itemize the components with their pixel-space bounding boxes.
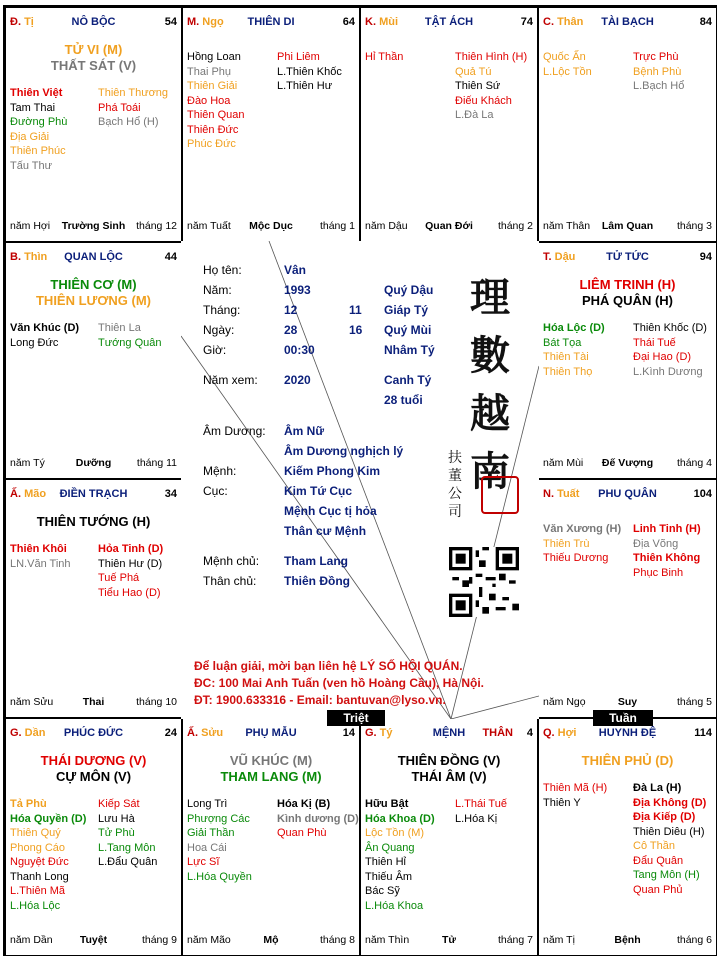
decade-number: 54 bbox=[164, 16, 177, 28]
minor-star: Đại Hao (D) bbox=[633, 351, 692, 363]
minor-star: Địa Kiếp (D) bbox=[633, 811, 696, 823]
minor-star: Long Trì bbox=[187, 798, 228, 810]
day-label: Ngày: bbox=[203, 323, 235, 337]
minor-star: Quan Phủ bbox=[633, 883, 683, 896]
minor-star: Thiên Thọ bbox=[543, 365, 593, 378]
palace-cell-ti bbox=[5, 7, 182, 242]
minor-star: L.Thái Tuế bbox=[455, 798, 507, 810]
minor-star: Quan Phù bbox=[277, 827, 327, 839]
minor-star: L.Lộc Tồn bbox=[543, 65, 592, 78]
thanchu-label: Thân chủ: bbox=[203, 574, 257, 588]
cell-position: G. Tý bbox=[365, 727, 393, 739]
hour-label: Giờ: bbox=[203, 343, 227, 357]
month-label: Tháng: bbox=[203, 303, 241, 317]
minor-star: Hữu Bật bbox=[365, 798, 409, 810]
minor-star: Thiên Giải bbox=[187, 80, 238, 92]
minor-star: Thiên Khôi bbox=[10, 543, 67, 555]
cell-year: năm Mùi bbox=[543, 457, 584, 469]
minor-star: Thiên Đức bbox=[187, 123, 239, 136]
logo-seal bbox=[481, 476, 519, 514]
minor-star: Lực Sĩ bbox=[187, 856, 220, 868]
main-star: THÁI ÂM (V) bbox=[411, 769, 487, 784]
cuc-label: Cục: bbox=[203, 484, 228, 498]
cell-month: tháng 5 bbox=[676, 696, 712, 708]
right-star-list bbox=[455, 50, 527, 123]
palace-name: TỬ TỨC bbox=[606, 251, 649, 263]
palace-name: NÔ BỘC bbox=[71, 16, 116, 28]
main-stars bbox=[539, 753, 716, 769]
life-stage: Tuyệt bbox=[79, 934, 108, 946]
month-value: 12 bbox=[284, 303, 298, 317]
cell-month: tháng 9 bbox=[141, 934, 177, 946]
minor-star: L.Hóa Lộc bbox=[10, 899, 61, 912]
palace-name: QUAN LỘC bbox=[64, 251, 123, 263]
main-stars bbox=[6, 514, 181, 530]
palace-cell-ngo bbox=[182, 7, 360, 242]
minor-star: Tuế Phá bbox=[98, 572, 140, 584]
left-star-list bbox=[543, 321, 605, 379]
minor-star: Hóa Khoa (D) bbox=[365, 812, 435, 825]
minor-star: Bát Tọa bbox=[543, 336, 582, 349]
right-star-list bbox=[633, 50, 684, 94]
amduong2: Âm Dương nghịch lý bbox=[284, 444, 404, 458]
palace-name: PHỤ MẪU bbox=[245, 727, 297, 739]
cell-year: năm Sửu bbox=[10, 696, 54, 708]
name-value: Vân bbox=[284, 263, 307, 277]
minor-star: Thiên Quan bbox=[187, 109, 245, 121]
minor-star: Ân Quang bbox=[365, 841, 415, 854]
minor-star: Thanh Long bbox=[10, 870, 69, 883]
cuc: Kim Tứ Cục bbox=[284, 484, 353, 498]
minor-star: Thiên Diêu (H) bbox=[633, 825, 705, 838]
left-star-list bbox=[10, 321, 79, 350]
main-star: CỰ MÔN (V) bbox=[55, 769, 132, 784]
decade-number: 64 bbox=[342, 16, 355, 28]
qr-code[interactable] bbox=[449, 547, 519, 617]
cell-position: B. Thìn bbox=[10, 251, 48, 263]
main-stars bbox=[539, 277, 716, 309]
name-label: Họ tên: bbox=[203, 263, 242, 277]
minor-star: Đường Phù bbox=[10, 116, 68, 128]
cell-position: Đ. Tị bbox=[10, 16, 34, 28]
palace-name: HUYNH ĐỆ bbox=[598, 727, 657, 739]
minor-star: Thiên Không bbox=[633, 552, 701, 564]
amduong: Âm Nữ bbox=[284, 424, 325, 438]
minor-star: Điếu Khách bbox=[455, 94, 512, 107]
contact-line-2: ĐC: 100 Mai Anh Tuấn (ven hồ Hoàng Cầu), Hà Nội. bbox=[194, 676, 485, 690]
main-star: THẤT SÁT (V) bbox=[50, 58, 137, 73]
minor-star: Thái Tuế bbox=[633, 336, 676, 349]
minor-star: Thiếu Dương bbox=[543, 552, 609, 564]
cell-position: Q. Hợi bbox=[543, 727, 577, 739]
minor-star: Thiên Việt bbox=[10, 87, 63, 99]
cell-month: tháng 12 bbox=[136, 220, 177, 232]
cell-year: năm Thân bbox=[543, 220, 591, 232]
minor-star: Hoa Cái bbox=[187, 841, 227, 854]
palace-name: PHU QUÂN bbox=[598, 488, 657, 500]
right-star-list bbox=[277, 50, 342, 94]
minor-star: Hỉ Thần bbox=[365, 51, 404, 63]
cell-month: tháng 1 bbox=[319, 220, 355, 232]
minor-star: Thiên Khốc (D) bbox=[633, 322, 707, 334]
minor-star: Thiên Phúc bbox=[10, 145, 66, 157]
cell-month: tháng 10 bbox=[136, 696, 177, 708]
hour-value: 00:30 bbox=[284, 343, 315, 357]
minor-star: Tấu Thư bbox=[10, 159, 53, 172]
right-star-list bbox=[455, 797, 507, 826]
minor-star: Nguyệt Đức bbox=[10, 856, 69, 868]
life-stage: Lâm Quan bbox=[601, 220, 654, 232]
decade-number: 44 bbox=[164, 251, 177, 263]
palace-cell-mao bbox=[5, 479, 182, 718]
left-star-list bbox=[187, 797, 252, 884]
right-star-list bbox=[98, 321, 162, 350]
minor-star: Thiên Hình (H) bbox=[455, 51, 528, 63]
minor-star: Quả Tú bbox=[455, 65, 492, 78]
main-stars bbox=[6, 42, 181, 74]
minor-star: Thiên Hư (D) bbox=[98, 557, 163, 570]
minor-star: Văn Xương (H) bbox=[543, 523, 622, 535]
minor-star: Phúc Đức bbox=[187, 138, 236, 150]
right-star-list bbox=[633, 321, 707, 379]
minor-star: Phi Liêm bbox=[277, 51, 320, 63]
life-stage: Trường Sinh bbox=[61, 220, 126, 232]
main-star: THIÊN TƯỚNG (H) bbox=[36, 514, 151, 529]
logo-calligraphy: 理 數 越 南 bbox=[470, 274, 510, 495]
palace-cell-thin bbox=[5, 242, 182, 479]
cell-position: Ấ. Mão bbox=[10, 488, 47, 500]
cell-position: C. Thân bbox=[543, 16, 584, 28]
menhchu-label: Mệnh chủ: bbox=[203, 554, 260, 568]
palace-cell-tuat bbox=[538, 479, 717, 718]
minor-star: LN.Văn Tinh bbox=[10, 557, 71, 570]
left-star-list bbox=[543, 522, 621, 566]
menh: Kiếm Phong Kim bbox=[284, 464, 381, 478]
palace-name: TÀI BẠCH bbox=[601, 16, 654, 28]
minor-star: L.Hóa Khoa bbox=[365, 899, 424, 912]
minor-star: Hóa Quyền (D) bbox=[10, 812, 87, 825]
left-star-list bbox=[187, 50, 244, 152]
main-star: THIÊN ĐỒNG (V) bbox=[397, 753, 501, 768]
year-label: Năm: bbox=[203, 283, 232, 297]
main-star: THIÊN CƠ (M) bbox=[50, 277, 137, 292]
palace-cell-dan bbox=[5, 718, 182, 956]
left-star-list bbox=[365, 797, 435, 913]
minor-star: Cô Thần bbox=[633, 840, 675, 852]
contact-line-3[interactable]: ĐT: 1900.633316 - Email: bantuvan@lyso.vn. bbox=[194, 693, 446, 707]
decade-number: 114 bbox=[694, 727, 712, 739]
minor-star: Phục Binh bbox=[633, 566, 684, 579]
minor-star: Thiên Mã (H) bbox=[543, 782, 608, 794]
minor-star: Phượng Các bbox=[187, 812, 250, 825]
palace-name: TẬT ÁCH bbox=[424, 16, 474, 28]
cell-year: năm Thìn bbox=[365, 934, 410, 946]
cell-year: năm Hợi bbox=[10, 220, 51, 232]
cell-position: N. Tuất bbox=[543, 488, 580, 500]
cell-position: K. Mùi bbox=[365, 16, 399, 28]
cell-month: tháng 6 bbox=[676, 934, 712, 946]
main-stars bbox=[6, 753, 181, 785]
than-marker: THÂN bbox=[482, 727, 513, 739]
minor-star: Phá Toái bbox=[98, 101, 141, 114]
right-star-list bbox=[633, 781, 706, 897]
cell-year: năm Tị bbox=[543, 934, 575, 946]
palace-cell-mui bbox=[360, 7, 538, 242]
main-star: THIÊN LƯƠNG (M) bbox=[35, 293, 152, 308]
decade-number: 74 bbox=[520, 16, 533, 28]
main-stars bbox=[6, 277, 181, 309]
tuan-marker: Tuần bbox=[593, 710, 653, 726]
palace-name: MỆNH bbox=[432, 727, 466, 739]
minor-star: Thiên Sứ bbox=[455, 80, 501, 92]
decade-number: 34 bbox=[164, 488, 177, 500]
life-stage: Suy bbox=[617, 696, 638, 708]
life-stage: Thai bbox=[82, 696, 105, 708]
right-star-list bbox=[98, 542, 163, 600]
minor-star: L.Đà La bbox=[455, 109, 494, 121]
cell-month: tháng 4 bbox=[676, 457, 712, 469]
minor-star: Tiểu Hao (D) bbox=[98, 586, 161, 599]
year-value: 1993 bbox=[284, 283, 311, 297]
right-star-list bbox=[633, 522, 701, 580]
palace-cell-ty bbox=[360, 718, 538, 956]
minor-star: L.Thiên Hư bbox=[277, 80, 333, 92]
minor-star: Hỏa Tinh (D) bbox=[98, 543, 164, 555]
minor-star: Tam Thai bbox=[10, 101, 56, 114]
left-star-list bbox=[10, 86, 67, 173]
cell-month: tháng 2 bbox=[497, 220, 533, 232]
age: 28 tuổi bbox=[384, 393, 423, 407]
right-star-list bbox=[98, 86, 168, 130]
minor-star: Thiên Trù bbox=[543, 537, 590, 550]
main-star: THIÊN PHỦ (D) bbox=[581, 753, 674, 768]
minor-star: L.Bạch Hổ bbox=[633, 80, 685, 92]
minor-star: Bệnh Phù bbox=[633, 65, 682, 78]
main-star: LIÊM TRINH (H) bbox=[579, 277, 676, 292]
minor-star: Thiên Tài bbox=[543, 351, 589, 363]
day-value: 28 bbox=[284, 323, 298, 337]
minor-star: L.Hóa Kị bbox=[455, 812, 498, 825]
life-stage: Dưỡng bbox=[75, 457, 112, 469]
left-star-list bbox=[543, 781, 607, 810]
cell-position: Ấ. Sửu bbox=[187, 727, 224, 739]
cell-year: năm Tý bbox=[10, 457, 45, 469]
cell-position: T. Dậu bbox=[543, 251, 576, 263]
hour-can: Nhâm Tý bbox=[384, 343, 435, 357]
minor-star: Văn Khúc (D) bbox=[10, 322, 80, 334]
cell-month: tháng 3 bbox=[676, 220, 712, 232]
minor-star: Linh Tinh (H) bbox=[633, 523, 701, 535]
cell-year: năm Mão bbox=[187, 934, 231, 946]
decade-number: 24 bbox=[164, 727, 177, 739]
minor-star: L.Đẩu Quân bbox=[98, 856, 158, 868]
minor-star: Giải Thần bbox=[187, 827, 235, 839]
decade-number: 4 bbox=[526, 727, 533, 739]
main-stars bbox=[361, 753, 537, 785]
life-stage: Tử bbox=[441, 934, 457, 946]
minor-star: Đẩu Quân bbox=[633, 854, 684, 867]
cell-month: tháng 11 bbox=[136, 457, 177, 469]
palace-name: PHÚC ĐỨC bbox=[63, 727, 124, 739]
minor-star: Bạch Hổ (H) bbox=[98, 116, 159, 128]
left-star-list bbox=[10, 542, 71, 571]
view-year-label: Năm xem: bbox=[203, 373, 258, 387]
minor-star: Thiên Y bbox=[543, 796, 581, 809]
minor-star: Quốc Ấn bbox=[543, 51, 586, 63]
right-star-list bbox=[98, 797, 157, 870]
minor-star: Tướng Quân bbox=[98, 336, 162, 349]
minor-star: Lộc Tồn (M) bbox=[365, 827, 425, 839]
palace-cell-suu bbox=[182, 718, 360, 956]
minor-star: Đào Hoa bbox=[187, 94, 231, 107]
minor-star: Tả Phù bbox=[10, 798, 47, 810]
main-star: VŨ KHÚC (M) bbox=[229, 753, 313, 768]
cell-year: năm Ngọ bbox=[543, 696, 586, 708]
life-stage: Mộ bbox=[263, 934, 279, 946]
day-lunar: 16 bbox=[349, 323, 363, 337]
decade-number: 14 bbox=[342, 727, 355, 739]
life-stage: Mộc Dục bbox=[249, 220, 293, 232]
minor-star: Thiên Hỉ bbox=[365, 856, 406, 868]
contact-line-1: Để luận giải, mời bạn liên hệ LÝ SỐ HỘI QUÁN. bbox=[194, 659, 463, 673]
minor-star: Kiếp Sát bbox=[98, 798, 140, 810]
cell-year: năm Dậu bbox=[365, 220, 408, 232]
main-star: TỬ VI (M) bbox=[64, 42, 123, 57]
amduong-label: Âm Dương: bbox=[203, 424, 266, 438]
cell-position: M. Ngọ bbox=[187, 16, 224, 28]
minor-star: Lưu Hà bbox=[98, 812, 135, 825]
month-can: Giáp Tý bbox=[384, 303, 429, 317]
decade-number: 94 bbox=[699, 251, 712, 263]
minor-star: Hồng Loan bbox=[187, 51, 241, 63]
cuc3: Thân cư Mệnh bbox=[284, 524, 367, 538]
left-star-list bbox=[543, 50, 592, 79]
cuc2: Mệnh Cục tị hỏa bbox=[284, 504, 377, 518]
minor-star: Phong Cáo bbox=[10, 841, 66, 854]
decade-number: 104 bbox=[693, 488, 712, 500]
minor-star: Thai Phụ bbox=[187, 65, 232, 78]
minor-star: Thiếu Âm bbox=[365, 870, 413, 883]
palace-cell-hoi bbox=[538, 718, 717, 956]
month-lunar: 11 bbox=[349, 303, 362, 317]
left-star-list bbox=[365, 50, 403, 65]
day-can: Quý Mùi bbox=[384, 323, 432, 337]
cell-year: năm Tuất bbox=[187, 220, 231, 232]
life-stage: Bệnh bbox=[614, 934, 641, 946]
view-year: 2020 bbox=[284, 373, 311, 387]
life-stage: Đế Vượng bbox=[601, 457, 654, 469]
minor-star: Tử Phù bbox=[98, 827, 135, 839]
palace-name: ĐIỀN TRẠCH bbox=[59, 488, 128, 500]
minor-star: Tang Môn (H) bbox=[633, 869, 700, 881]
main-stars bbox=[183, 753, 359, 785]
minor-star: L.Thiên Mã bbox=[10, 885, 66, 897]
palace-name: THIÊN DI bbox=[247, 16, 295, 28]
minor-star: L.Tang Môn bbox=[98, 841, 156, 854]
minor-star: Hóa Kị (B) bbox=[277, 798, 331, 810]
left-star-list bbox=[10, 797, 86, 913]
cell-month: tháng 8 bbox=[319, 934, 355, 946]
menh-label: Mệnh: bbox=[203, 464, 237, 478]
view-can: Canh Tý bbox=[384, 373, 432, 387]
palace-cell-than bbox=[538, 7, 717, 242]
minor-star: Bác Sỹ bbox=[365, 885, 400, 897]
minor-star: Thiên Thương bbox=[98, 87, 169, 99]
main-star: PHÁ QUÂN (H) bbox=[582, 293, 673, 308]
menhchu: Tham Lang bbox=[284, 554, 349, 568]
right-star-list bbox=[277, 797, 359, 841]
chart-center bbox=[181, 241, 539, 719]
cell-month: tháng 7 bbox=[497, 934, 533, 946]
cell-position: G. Dần bbox=[10, 727, 46, 739]
palace-cell-dau bbox=[538, 242, 717, 479]
life-stage: Quan Đới bbox=[425, 220, 473, 232]
minor-star: Địa Không (D) bbox=[633, 796, 707, 809]
minor-star: Đà La (H) bbox=[633, 782, 682, 794]
cell-year: năm Dần bbox=[10, 934, 53, 946]
minor-star: Địa Giải bbox=[10, 130, 50, 143]
minor-star: Long Đức bbox=[10, 336, 59, 349]
minor-star: Hóa Lộc (D) bbox=[543, 322, 605, 334]
minor-star: L.Hóa Quyền bbox=[187, 870, 252, 883]
minor-star: Thiên La bbox=[98, 322, 141, 334]
thanchu: Thiên Đồng bbox=[284, 574, 350, 588]
triet-marker: Triệt bbox=[327, 710, 385, 726]
minor-star: L.Thiên Khốc bbox=[277, 65, 342, 78]
decade-number: 84 bbox=[699, 16, 712, 28]
year-can: Quý Dậu bbox=[384, 283, 434, 297]
logo-small-text: 扶 董 公 司 bbox=[448, 450, 462, 520]
minor-star: Kình dương (D) bbox=[277, 812, 359, 825]
minor-star: Trực Phù bbox=[633, 51, 679, 63]
minor-star: Địa Võng bbox=[633, 537, 679, 550]
main-star: THAM LANG (M) bbox=[220, 769, 322, 784]
minor-star: Thiên Quý bbox=[10, 827, 61, 839]
minor-star: L.Kình Dương bbox=[633, 365, 703, 378]
main-star: THÁI DƯƠNG (V) bbox=[40, 753, 147, 768]
